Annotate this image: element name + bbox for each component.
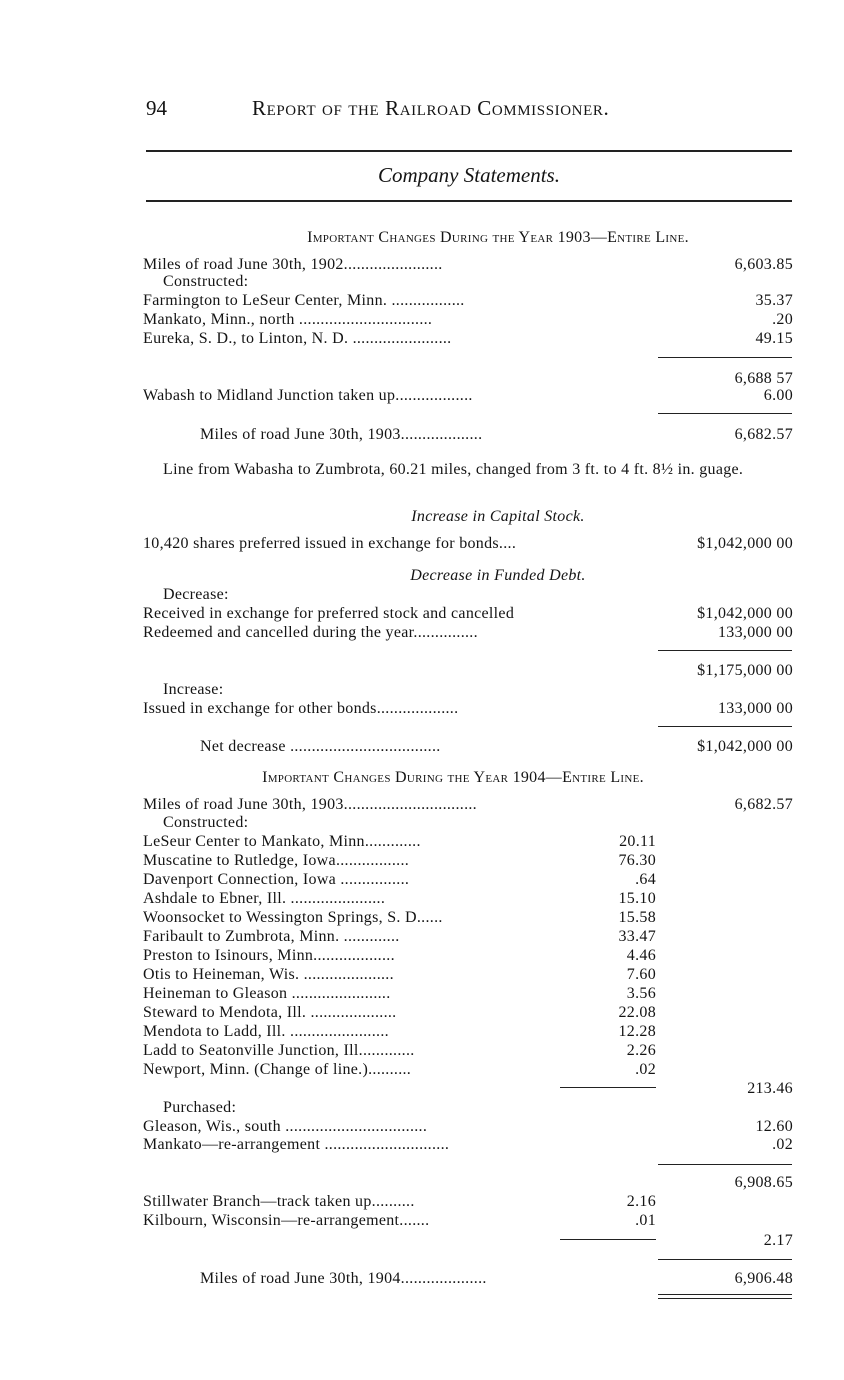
decrease-label: Decrease: [163, 586, 229, 603]
item-value: $1,042,000 00 [697, 605, 793, 622]
item-value: 7.60 [626, 966, 656, 983]
capital-stock-value: $1,042,000 00 [697, 535, 793, 552]
funded-debt-increase [143, 699, 793, 719]
closing-label: Miles of road June 30th, 1903................... [200, 426, 483, 443]
section2-item [143, 889, 793, 909]
item-label: Muscatine to Rutledge, Iowa................. [143, 852, 410, 869]
subtotal-value: 6,908.65 [734, 1174, 793, 1191]
item-label: Steward to Mendota, Ill. .................... [143, 1004, 397, 1021]
closing-value: 6,682.57 [734, 426, 793, 443]
constructed-label: Constructed: [163, 273, 249, 290]
closing-label: Miles of road June 30th, 1904.................... [200, 1270, 487, 1287]
section-title: Company Statements. [378, 163, 560, 187]
deductions-total [143, 1231, 793, 1251]
item-label: Preston to Isinours, Minn................... [143, 947, 395, 964]
running-title: Report of the Railroad Commissioner. [252, 96, 610, 120]
item-label: LeSeur Center to Mankato, Minn............. [143, 833, 421, 850]
net-decrease [200, 737, 793, 757]
rule [658, 357, 792, 358]
item-value: 20.11 [619, 833, 656, 850]
item-value: 2.16 [626, 1193, 656, 1210]
item-value: 2.26 [626, 1042, 656, 1059]
closing-value: 6,906.48 [734, 1270, 793, 1287]
funded-debt-heading: Decrease in Funded Debt. [410, 567, 586, 584]
rule [658, 1259, 792, 1260]
item-label: Mankato, Minn., north ............................... [143, 311, 433, 328]
section2-item [143, 908, 793, 928]
constructed-total [143, 1079, 793, 1099]
item-label: Mankato—re-arrangement ............................. [143, 1136, 450, 1153]
increase-label-row [163, 680, 793, 700]
section2-subtotal [143, 1173, 793, 1193]
item-value: 3.56 [626, 985, 656, 1002]
item-label: Redeemed and cancelled during the year............... [143, 624, 478, 641]
section2-item [143, 870, 793, 890]
decrease-label-row [163, 585, 793, 605]
item-value: 4.46 [626, 947, 656, 964]
item-value: 12.60 [755, 1118, 793, 1135]
section2-item [143, 832, 793, 852]
section2-item [143, 1022, 793, 1042]
item-value: 76.30 [618, 852, 656, 869]
item-value: .02 [635, 1061, 656, 1078]
section2-item [143, 965, 793, 985]
item-label: Stillwater Branch—track taken up.......... [143, 1193, 415, 1210]
section2-item [143, 1003, 793, 1023]
section2-item [143, 984, 793, 1004]
section2-item [143, 946, 793, 966]
double-rule-bottom [658, 1298, 792, 1299]
deduction-item [143, 1192, 793, 1212]
item-value: 12.28 [618, 1023, 656, 1040]
section2-item [143, 927, 793, 947]
constructed-total-value: 213.46 [747, 1080, 793, 1097]
section2-opening [143, 795, 793, 815]
item-value: 133,000 00 [718, 624, 793, 641]
item-label: Gleason, Wis., south ................................. [143, 1118, 428, 1135]
item-label: Ashdale to Ebner, Ill. ...................... [143, 890, 386, 907]
section2-constructed-label [163, 813, 793, 833]
taken-up-value: 6.00 [763, 387, 793, 404]
purchased-item [143, 1135, 793, 1155]
double-rule-top [658, 1294, 792, 1295]
item-label: Eureka, S. D., to Linton, N. D. ....................... [143, 330, 452, 347]
item-label: Ladd to Seatonville Junction, Ill............. [143, 1042, 415, 1059]
purchased-label-row [163, 1098, 793, 1118]
increase-item-label: Issued in exchange for other bonds................... [143, 700, 459, 717]
item-value: 33.47 [618, 928, 656, 945]
opening-value: 6,682.57 [734, 796, 793, 813]
deductions-total-value: 2.17 [763, 1232, 793, 1249]
item-label: Otis to Heineman, Wis. ..................... [143, 966, 394, 983]
opening-label: Miles of road June 30th, 1903............................... [143, 796, 477, 813]
net-value: $1,042,000 00 [697, 738, 793, 755]
section2-item [143, 1041, 793, 1061]
item-value: 15.58 [618, 909, 656, 926]
subtotal-value: 6,688 57 [734, 370, 793, 387]
section1-note: Line from Wabasha to Zumbrota, 60.21 miles, changed from 3 ft. to 4 ft. 8½ in. guage. [163, 461, 744, 478]
section2-heading: Important Changes During the Year 1904—Entire Line. [262, 769, 644, 786]
item-value: 35.37 [755, 292, 793, 309]
item-label: Farmington to LeSeur Center, Minn. ................. [143, 292, 465, 309]
rule [658, 726, 792, 727]
section2-closing [200, 1269, 793, 1289]
purchased-item [143, 1117, 793, 1137]
section1-item [143, 310, 793, 330]
item-label: Woonsocket to Wessington Springs, S. D...... [143, 909, 443, 926]
constructed-label: Constructed: [163, 814, 249, 831]
item-label: Mendota to Ladd, Ill. ....................... [143, 1023, 389, 1040]
section1-taken-up [143, 386, 793, 406]
net-label: Net decrease ................................... [200, 738, 441, 755]
capital-stock-label: 10,420 shares preferred issued in exchange for bonds.... [143, 535, 517, 552]
section2-item [143, 1060, 793, 1080]
item-label: Kilbourn, Wisconsin—re-arrangement....... [143, 1212, 430, 1229]
purchased-label: Purchased: [163, 1099, 237, 1116]
item-value: .02 [772, 1136, 793, 1153]
item-label: Faribault to Zumbrota, Minn. ............. [143, 928, 400, 945]
section1-closing [200, 425, 793, 445]
section1-item [143, 329, 793, 349]
item-value: 49.15 [755, 330, 793, 347]
item-label: Heineman to Gleason ....................... [143, 985, 391, 1002]
section1-constructed-label [163, 272, 793, 292]
rule [658, 650, 792, 651]
capital-stock-line [143, 534, 793, 554]
funded-debt-subtotal [143, 661, 793, 681]
page-number: 94 [146, 96, 167, 120]
increase-label: Increase: [163, 681, 224, 698]
section1-item [143, 291, 793, 311]
item-label: Received in exchange for preferred stock and cancelled [143, 605, 515, 622]
taken-up-label: Wabash to Midland Junction taken up.................. [143, 387, 473, 404]
item-value: .20 [772, 311, 793, 328]
header-rule-top [146, 150, 792, 152]
capital-stock-heading: Increase in Capital Stock. [411, 508, 585, 525]
funded-debt-item [143, 623, 793, 643]
deduction-item [143, 1211, 793, 1231]
rule [658, 413, 792, 414]
item-value: 22.08 [618, 1004, 656, 1021]
subtotal-value: $1,175,000 00 [697, 662, 793, 679]
item-label: Newport, Minn. (Change of line.).......... [143, 1061, 412, 1078]
section2-item [143, 851, 793, 871]
section1-heading: Important Changes During the Year 1903—Entire Line. [307, 229, 689, 246]
header-rule-bottom [146, 200, 792, 202]
increase-item-value: 133,000 00 [718, 700, 793, 717]
funded-debt-item [143, 604, 793, 624]
item-value: 15.10 [618, 890, 656, 907]
item-value: .64 [635, 871, 656, 888]
item-value: .01 [635, 1212, 656, 1229]
item-label: Davenport Connection, Iowa ................ [143, 871, 410, 888]
opening-label: Miles of road June 30th, 1902....................... [143, 256, 443, 273]
rule [658, 1164, 792, 1165]
opening-value: 6,603.85 [734, 256, 793, 273]
